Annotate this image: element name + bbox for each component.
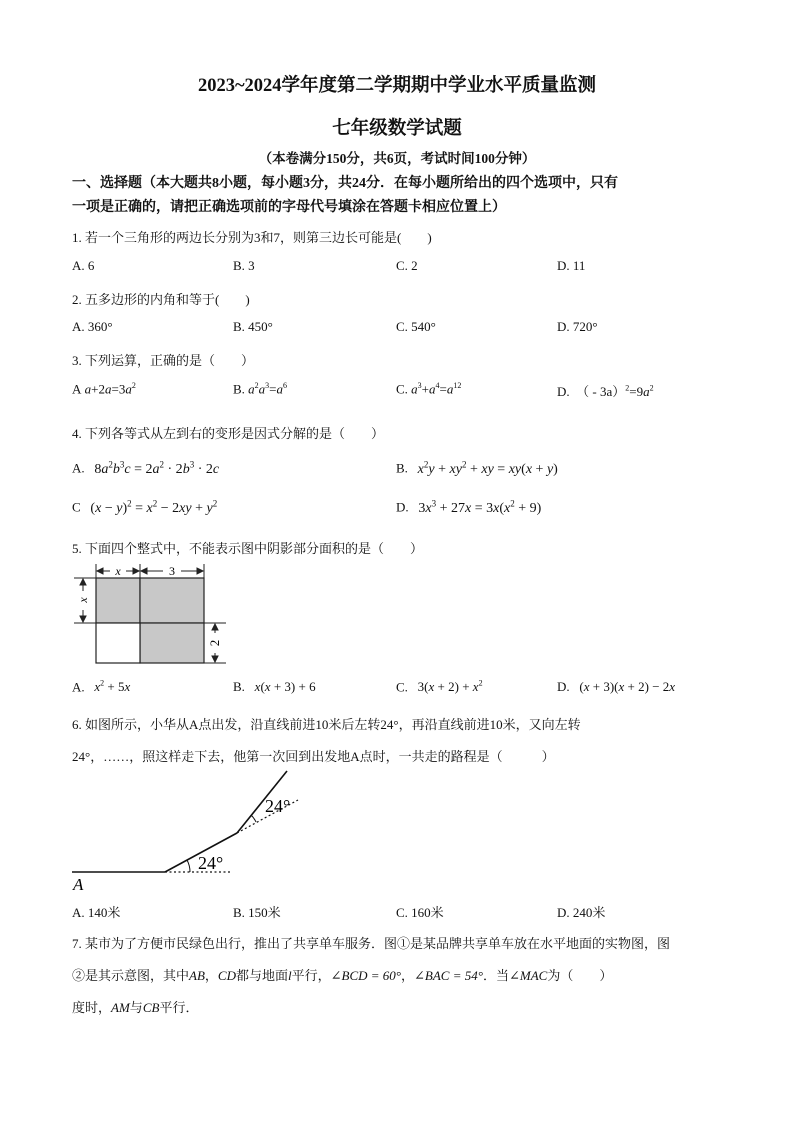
q6-option-b: B. 150米 — [233, 905, 281, 920]
q5-option-d-letter: D. — [557, 679, 570, 694]
q7-sep2: ， — [401, 968, 415, 983]
q1-option-d: D. 11 — [557, 258, 586, 273]
q5-option-d: D. (x + 3)(x + 2) − 2x — [557, 679, 676, 694]
q4-option-b: B. $x^2y + xy^2$ + xy = xy(x + y) — [396, 459, 558, 477]
q4-option-a-letter: A. — [72, 460, 85, 476]
q3-option-a-letter: A — [72, 381, 82, 397]
q1-option-b: B. 3 — [233, 258, 255, 273]
q6-angle-label-2: 24° — [265, 796, 291, 816]
q3-option-b-letter: B. — [233, 381, 249, 397]
q3-option-b: B. $a^2a^3=a^6$ — [233, 381, 288, 397]
q7-angle-bcd: ∠BCD = 60° — [330, 968, 402, 983]
q1-option-c: C. 2 — [396, 258, 418, 273]
q5-shaded-top-right — [140, 578, 204, 623]
q4-stem: 4. 下列各等式从左到右的变形是因式分解的是（ ） — [72, 426, 385, 441]
q6-option-d: D. 240米 — [557, 905, 606, 920]
q7-l: l — [288, 968, 292, 983]
q2-option-c: C. 540° — [396, 319, 436, 334]
q3-option-d-letter: D. — [557, 384, 573, 399]
q5-option-b-letter: B. — [233, 679, 245, 694]
q7-am: AM — [111, 1000, 130, 1015]
q5-option-b: B. x(x + 3) + 6 — [233, 679, 316, 694]
q5-label-left-x: x — [76, 597, 90, 603]
q3-stem: 3. 下列运算，正确的是（ ） — [72, 353, 255, 368]
section-heading-line2: 一项是正确的，请把正确选项前的字母代号填涂在答题卡相应位置上） — [72, 200, 506, 215]
q5-shaded-bottom-right — [140, 623, 204, 663]
q5-label-right-2: 2 — [207, 639, 222, 647]
q5-shaded-top-left — [96, 578, 140, 623]
q5-stem: 5. 下面四个整式中，不能表示图中阴影部分面积的是（ ） — [72, 541, 424, 556]
q5-label-top-3: 3 — [169, 564, 175, 578]
q6-line1: 6. 如图所示，小华从A点出发，沿直线前进10米后左转24°，再沿直线前进10米，又向左转 — [72, 717, 581, 732]
q7-line2-text-a: ②是其示意图，其中 — [72, 968, 190, 983]
q7-cb: CB — [142, 1000, 160, 1015]
q6-option-a: A. 140米 — [72, 905, 121, 920]
q4-option-d: D. $3x^3 + 27x = 3x(x^2 + 9)$ — [396, 498, 542, 516]
q6-line2: 24°，……，照这样走下去，他第一次回到出发地A点时，一共走的路程是（ ） — [72, 749, 555, 764]
q7-angle-bac: ∠BAC = 54° — [414, 968, 483, 983]
q4-option-c-letter: C — [72, 499, 81, 515]
q5-option-c-letter: C. — [396, 679, 408, 695]
q7-line3-text-c: 平行． — [159, 1000, 199, 1015]
q7-line2-text-c: 平行， — [291, 968, 331, 983]
q1-option-a: A. 6 — [72, 258, 95, 273]
q4-option-b-letter: B. — [396, 460, 408, 476]
q4-option-a: A. $8a^2b^3c = 2a^2 \cdot 2b^3 \cdot 2c$ — [72, 459, 220, 477]
q7-line3 — [72, 997, 198, 1016]
q2-option-a: A. 360° — [72, 319, 113, 334]
q6-angle-arc-1 — [187, 860, 190, 872]
q7-line3-text-a: 度时， — [72, 1000, 112, 1015]
q5-option-c: C. $3(x + 2) + x^2$ — [396, 679, 483, 695]
q7-cd: CD — [217, 968, 236, 983]
q7-line2-text-e: 为（ ） — [547, 968, 613, 983]
q6-option-c: C. 160米 — [396, 905, 444, 920]
q3-option-c-letter: C. — [396, 381, 412, 397]
q6-point-a: A — [73, 875, 84, 894]
q1-stem: 1. 若一个三角形的两边长分别为3和7，则第三边长可能是( ) — [72, 230, 432, 245]
section-heading-line1: 一、选择题（本大题共8小题，每小题3分，共24分．在每小题所给出的四个选项中，只有 — [72, 176, 618, 191]
q6-angle-label-1: 24° — [198, 853, 224, 873]
q5-option-a: A. $x^2 + 5x$ — [72, 679, 131, 695]
exam-title: 2023~2024学年度第二学期期中学业水平质量监测 — [197, 76, 597, 96]
q4-option-c: C $(x - y)^2 = x^2 - 2xy + y^2$ — [72, 498, 218, 516]
q2-stem: 2. 五多边形的内角和等于( ) — [72, 292, 250, 307]
q2-option-b: B. 450° — [233, 319, 273, 334]
q6-figure — [70, 765, 330, 895]
q7-line2 — [72, 965, 612, 984]
q4-option-d-letter: D. — [396, 499, 409, 515]
q2-option-d: D. 720° — [557, 319, 598, 334]
q7-line1: 7. 某市为了方便市民绿色出行，推出了共享单车服务．图①是某品牌共享单车放在水平地面的实物图，图 — [72, 936, 671, 951]
q3-option-c: C. $a^3+a^4=a^{12}$ — [396, 381, 462, 397]
q7-sep1: ， — [204, 968, 218, 983]
q3-option-d: D. （ - $3a)^2=9a^2$ — [557, 383, 654, 399]
exam-note: （本卷满分150分，共6页，考试时间100分钟） — [258, 151, 536, 166]
q7-line3-text-b: 与 — [129, 1000, 143, 1015]
q6-angle-arc-2 — [251, 815, 256, 822]
q5-label-top-x: x — [115, 564, 121, 578]
q7-line2-text-b: 都与地面 — [235, 968, 288, 983]
q3-option-d-base: （ - 3a） — [576, 384, 626, 399]
q7-ab: AB — [189, 968, 205, 983]
exam-subtitle: 七年级数学试题 — [332, 119, 462, 139]
q3-option-a: A $a+2a=3a^2$ — [72, 381, 136, 397]
q5-option-a-letter: A. — [72, 679, 85, 695]
q5-figure — [70, 560, 230, 670]
q7-angle-mac: ∠MAC — [508, 968, 548, 983]
q7-line2-text-d: ．当 — [482, 968, 509, 983]
q5-white-bottom-left — [96, 623, 140, 663]
